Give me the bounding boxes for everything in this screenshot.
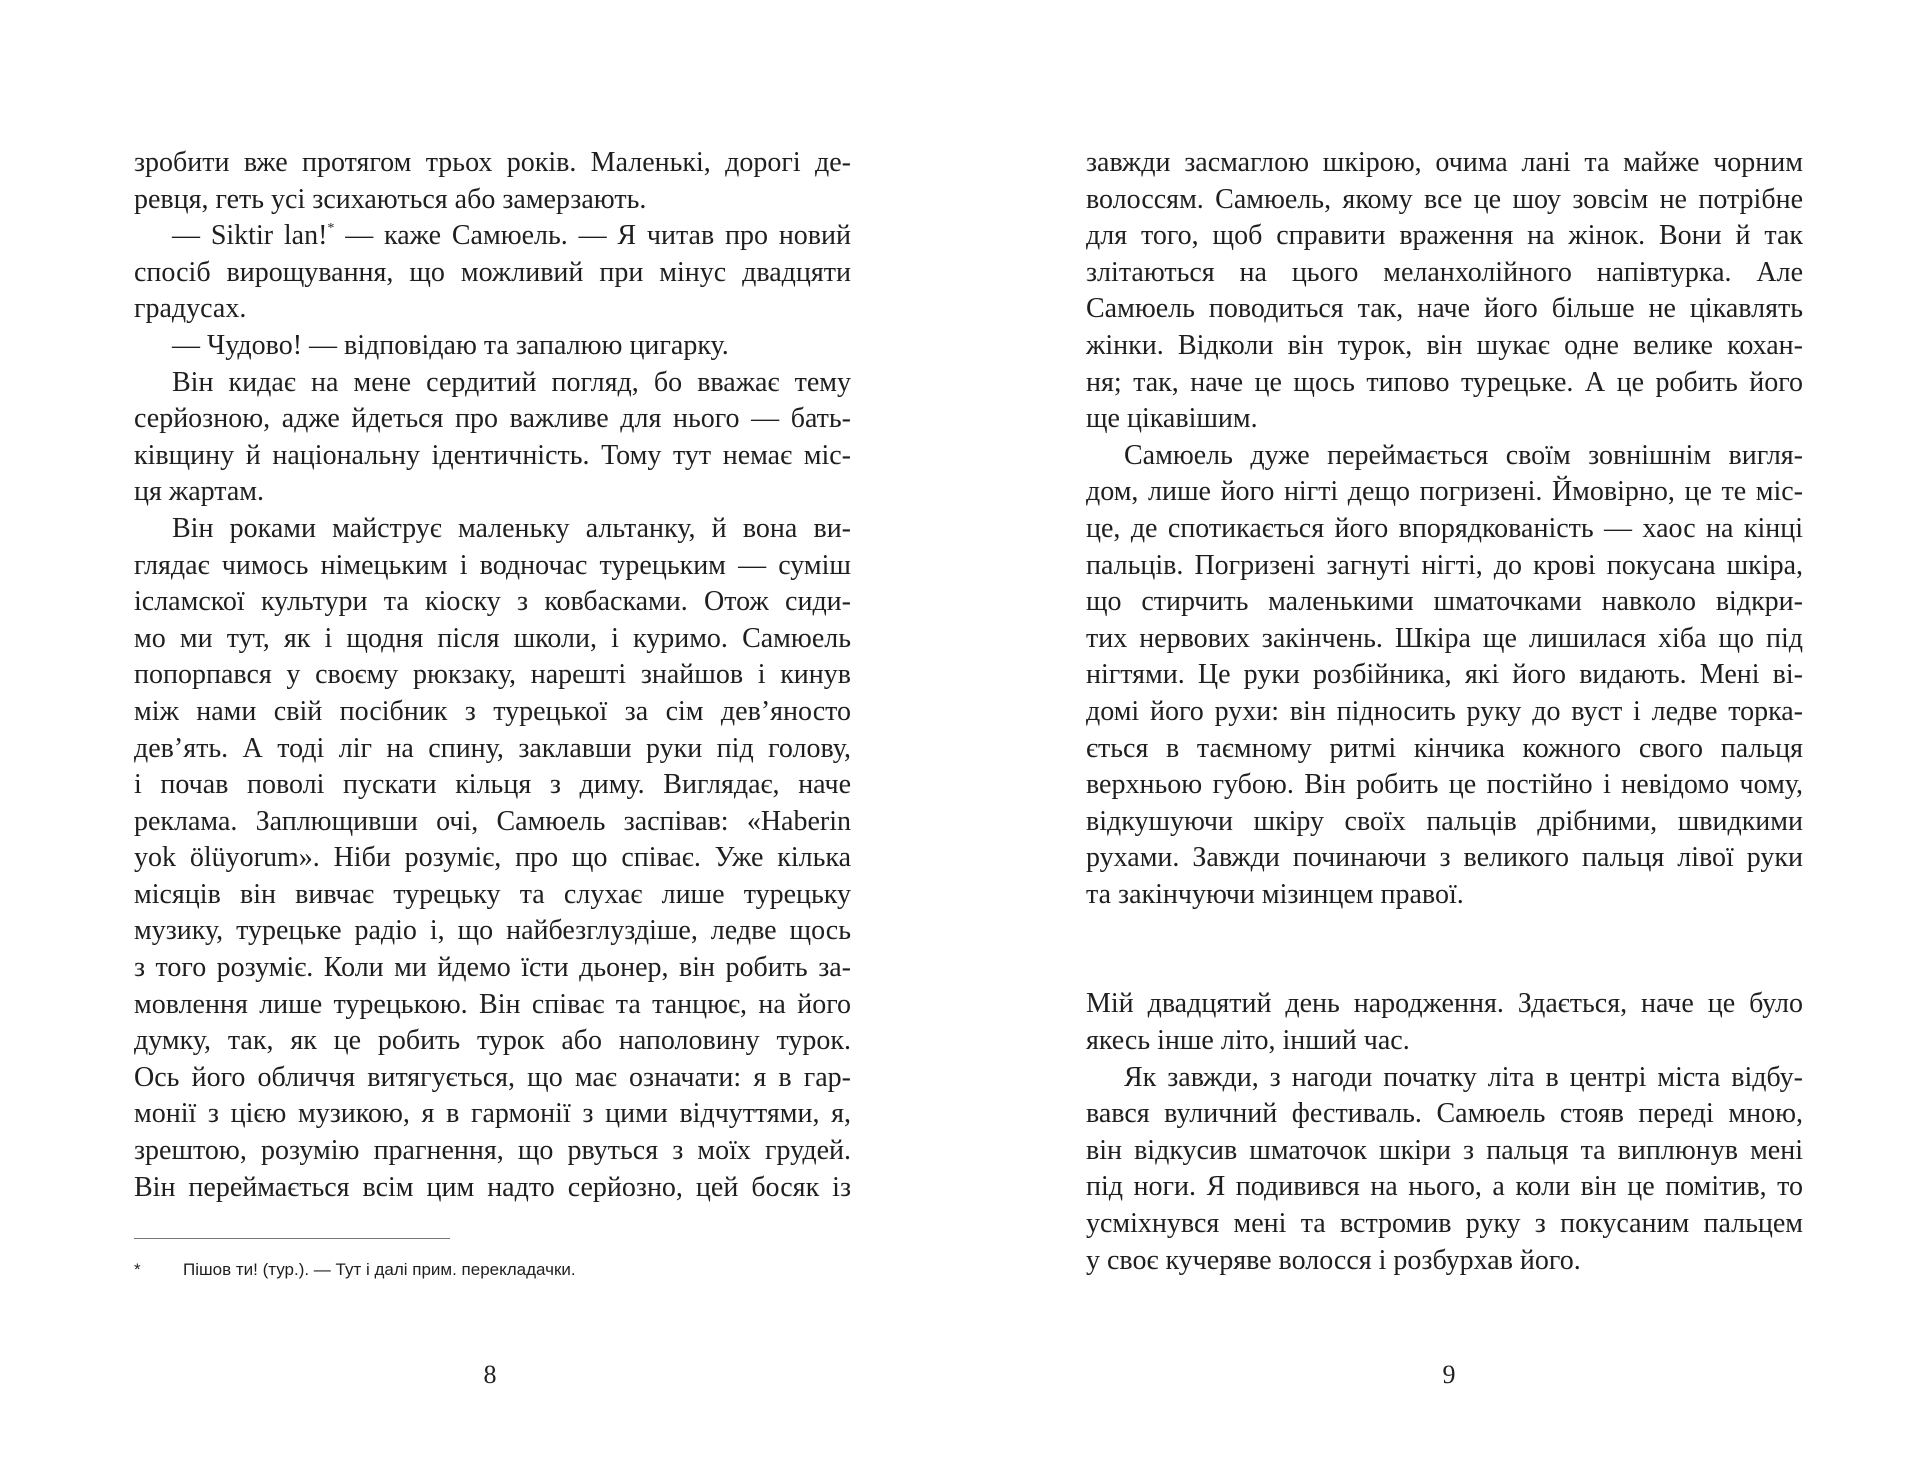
text-line: думку, так, як це робить турок або наполовину турок.: [134, 1025, 851, 1057]
text-line: домі його рухи: він підносить руку до вуст і ледве торка-: [1086, 695, 1803, 727]
text-line: для того, щоб справити враження на жінок. Вони й так: [1086, 220, 1803, 252]
text-line: у своє кучеряве волосся і розбурхав його.: [1086, 1244, 1581, 1276]
text-line: Він роками майструє маленьку альтанку, й вона ви-: [172, 512, 851, 544]
text-line: що стирчить маленькими шматочками навколо відкри-: [1086, 586, 1803, 618]
text-line: з того розуміє. Коли ми йдемо їсти дьонер, він робить за-: [134, 952, 851, 984]
text-line: yok ölüyorum». Ніби розуміє, про що співає. Уже кілька: [134, 842, 851, 874]
text-line: під ноги. Я подивився на нього, а коли він це помітив, то: [1086, 1171, 1803, 1203]
text-line: Він кидає на мене сердитий погляд, бо вважає тему: [172, 366, 851, 398]
text-line: Як завжди, з нагоди початку літа в центрі міста відбу-: [1124, 1061, 1803, 1093]
text-line: [134, 218, 851, 255]
text-line: — Чудово! — відповідаю та запалюю цигарку.: [172, 329, 729, 361]
left-page-body-text: [134, 145, 851, 1206]
text-line: Ось його обличчя витягується, що має означати: я в гар-: [134, 1061, 851, 1093]
text-line: та закінчуючи мізинцем правої.: [1086, 878, 1464, 910]
text-line: глядає чимось німецьким і водночас турецьким — суміш: [134, 549, 851, 581]
text-line: і почав поволі пускати кільця з диму. Виглядає, наче: [134, 769, 851, 801]
text-line: між нами свій посібник з турецької за сім дев’яносто: [134, 695, 851, 727]
section-break: [1086, 913, 1803, 986]
text-line: місяців він вивчає турецьку та слухає лише турецьку: [134, 878, 851, 910]
footnote-divider: [134, 1238, 450, 1239]
text-line: рухами. Завжди починаючи з великого пальця лівої руки: [1086, 842, 1803, 874]
footnote-star: *: [134, 1260, 141, 1279]
text-line: Самюель поводиться так, наче його більше не цікавлять: [1086, 293, 1803, 325]
text-line: завжди засмаглою шкірою, очима лані та майже чорним: [1086, 147, 1803, 178]
text-line: усміхнувся мені та встромив руку з покусаним пальцем: [1086, 1208, 1803, 1240]
text-line: музику, турецьке радіо і, що найбезглуздіше, ледве щось: [134, 915, 851, 947]
footnote-marker: *: [327, 221, 335, 237]
dialogue-continuation: — каже Самюель. — Я читав про новий: [334, 220, 851, 252]
text-line: ісламскої культури та кіоску з ковбасками. Отож сиди-: [134, 586, 851, 618]
text-line: ня; так, наче це щось типово турецьке. А це робить його: [1086, 366, 1803, 398]
footnote: [134, 1258, 834, 1282]
text-line: ється в таємному ритмі кінчика кожного свого пальця: [1086, 732, 1803, 764]
text-line: зробити вже протягом трьох років. Маленькі, дорогі де-: [134, 147, 851, 178]
text-line: відкушуючи шкіру своїх пальців дрібними, швидкими: [1086, 805, 1803, 837]
text-line: ківщину й національну ідентичність. Тому тут немає міс-: [134, 439, 851, 471]
text-line: тих нервових закінчень. Шкіра ще лишилася хіба що під: [1086, 622, 1803, 654]
page-number-left: 8: [483, 1360, 497, 1389]
text-line: злітаються на цього меланхолійного напівтурка. Але: [1086, 256, 1803, 288]
text-line: волоссям. Самюель, якому все це шоу зовсім не потрібне: [1086, 183, 1803, 215]
text-line: жінки. Відколи він турок, він шукає одне велике кохан-: [1086, 329, 1803, 361]
text-line: ревця, геть усі зсихаються або замерзають.: [134, 183, 647, 215]
text-line: пальців. Погризені загнуті нігті, до крові покусана шкіра,: [1086, 549, 1803, 581]
text-line: дом, лише його нігті дещо погризені. Ймовірно, це те міс-: [1086, 476, 1803, 508]
text-line: попорпався у своєму рюкзаку, нарешті знайшов і кинув: [134, 659, 851, 691]
text-line: реклама. Заплющивши очі, Самюель заспівав: «Haberin: [134, 805, 851, 837]
right-page-body-text: [1086, 145, 1803, 1279]
text-line: градусах.: [134, 293, 247, 325]
text-line: Мій двадцятий день народження. Здається, наче це було: [1086, 988, 1803, 1020]
page-number-right: 9: [1442, 1360, 1456, 1389]
text-line: якесь інше літо, інший час.: [1086, 1025, 1410, 1057]
text-line: вався вуличний фестиваль. Самюель стояв переді мною,: [1086, 1098, 1803, 1130]
text-line: зрештою, розумію прагнення, що рвуться з моїх грудей.: [134, 1135, 851, 1167]
text-line: мовлення лише турецькою. Він співає та танцює, на його: [134, 988, 851, 1020]
text-line: Самюель дуже переймається своїм зовнішнім вигля-: [1124, 439, 1803, 471]
dialogue-start: — Siktir lan!: [172, 220, 328, 252]
text-line: нігтями. Це руки розбійника, які його видають. Мені ві-: [1086, 659, 1803, 691]
text-line: мо ми тут, як і щодня після школи, і куримо. Самюель: [134, 622, 851, 654]
right-page: [960, 0, 1920, 1477]
text-line: це, де спотикається його впорядкованість — хаос на кінці: [1086, 512, 1803, 544]
text-line: верхньою губою. Він робить це постійно і невідомо чому,: [1086, 769, 1803, 801]
text-line: Він переймається всім цим надто серйозно, цей босяк із: [134, 1171, 851, 1203]
text-line: ця жартам.: [134, 476, 264, 508]
text-line: серйозною, адже йдеться про важливе для нього — бать-: [134, 403, 851, 435]
text-line: монії з цією музикою, я в гармонії з цими відчуттями, я,: [134, 1098, 851, 1130]
text-line: він відкусив шматочок шкіри з пальця та виплюнув мені: [1086, 1134, 1803, 1166]
text-line: спосіб вирощування, що можливий при мінус двадцяти: [134, 256, 851, 288]
footnote-text: Пішов ти! (тур.). — Тут і далі прим. перекладачки.: [183, 1260, 576, 1279]
text-line: ще цікавішим.: [1086, 403, 1258, 435]
text-line: дев’ять. А тоді ліг на спину, заклавши руки під голову,: [134, 732, 851, 764]
